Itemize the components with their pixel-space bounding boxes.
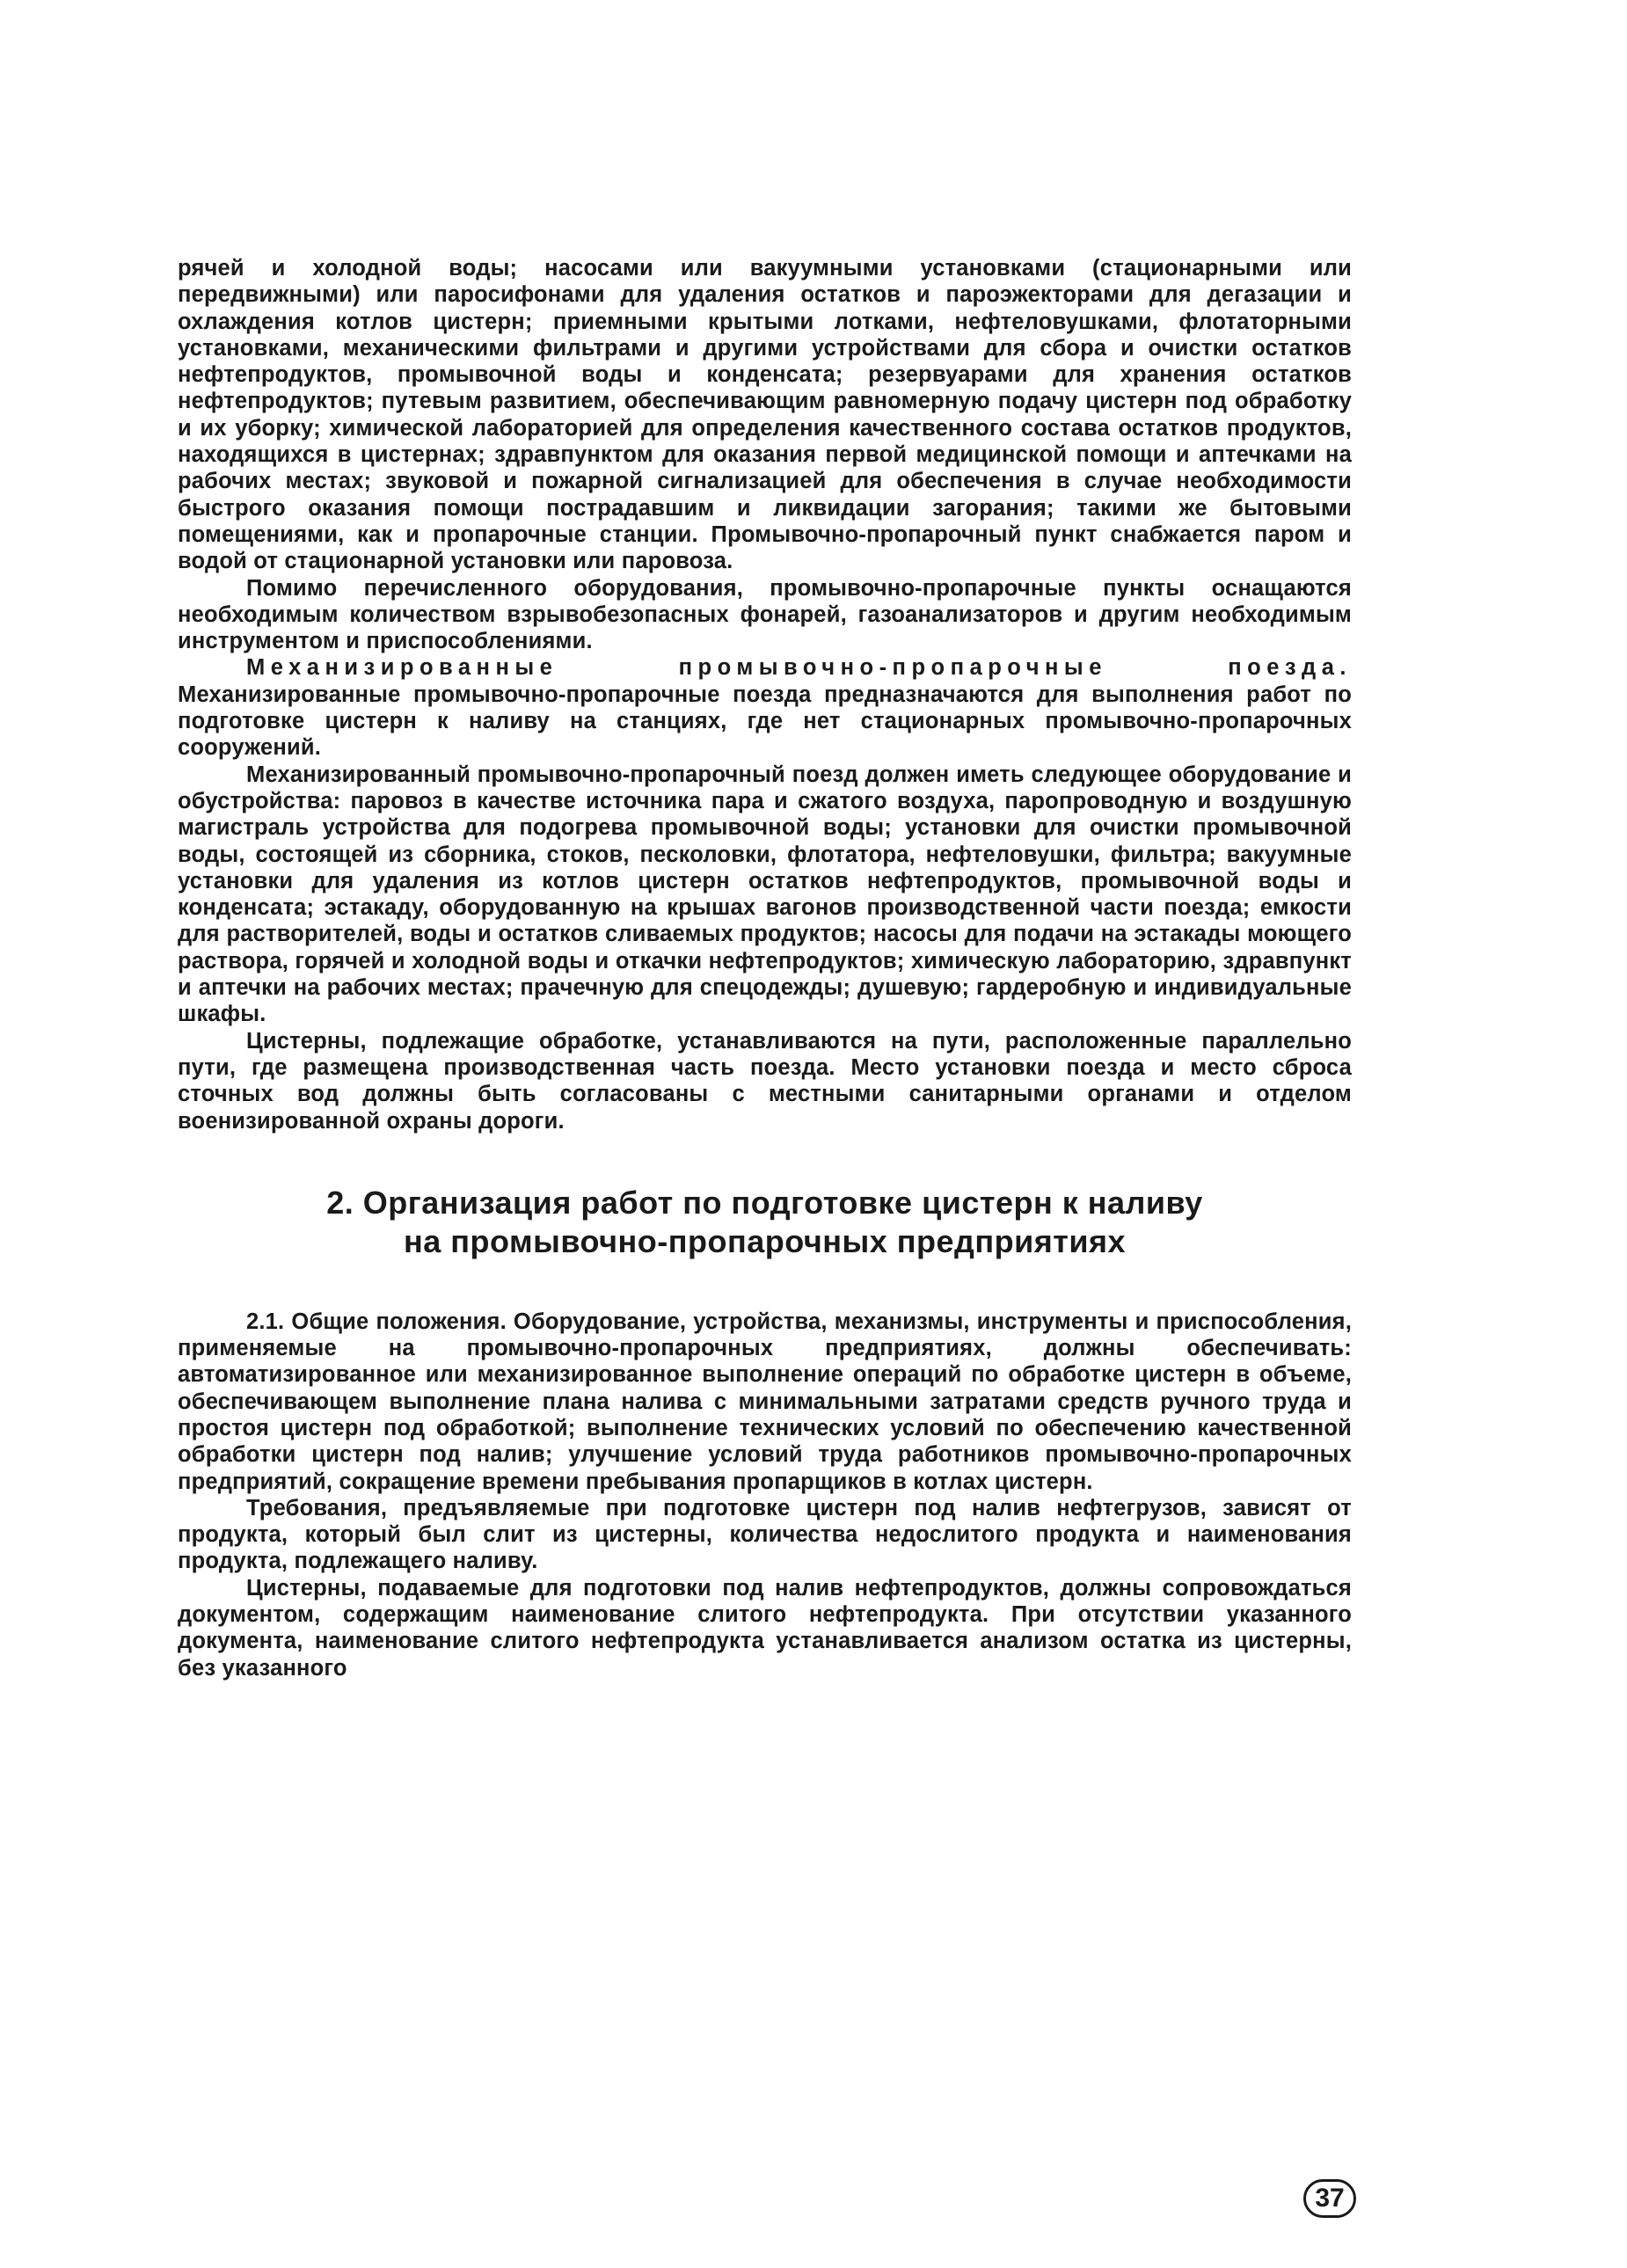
section-heading-line-2: на промывочно-пропарочных предприятиях <box>403 1222 1127 1259</box>
general-provisions-text: Оборудование, устройства, механизмы, инструменты и приспособления, применяемые на промывочно-пропарочных предприятиях, должны обеспечивать: автоматизированное или механизированное выполнение операций по обработке цистерн в объеме, обеспечивающем выполнение плана налива с минимальными затратами средств ручного труда и простоя цистерн под обработкой; выполнение технических условий по обеспечению качественной обработки цистерн под налив; улучшение условий труда работников промывочно-пропарочных предприятий, сокращение времени пребывания пропарщиков в котлах цистерн. <box>178 1309 1352 1494</box>
paragraph-mechanized-trains <box>178 654 1352 761</box>
section-heading-line-1: 2. Организация работ по подготовке цистерн к наливу <box>326 1184 1203 1221</box>
mechanized-trains-heading: Механизированные промывочно-пропарочные поезда. <box>246 655 1352 681</box>
paragraph-accompanying-document: Цистерны, подаваемые для подготовки под налив нефтепродуктов, должны сопровождаться документом, содержащим наименование слитого нефтепродукта. При отсутствии указанного документа, наименование слитого нефтепродукта устанавливается анализом остатка из цистерны, без указанного <box>178 1575 1352 1681</box>
paragraph-train-equipment: Механизированный промывочно-пропарочный поезд должен иметь следующее оборудование и обустройства: паровоз в качестве источника пара и сжатого воздуха, паропроводную и воздушную магистраль устройства для подогрева промывочной воды; установки для очистки промывочной воды, состоящей из сборника, стоков, песколовки, флотатора, нефтеловушки, фильтра; вакуумные установки для удаления из котлов цистерн остатков нефтепродуктов, промывочной воды и конденсата; эстакаду, оборудованную на крышах вагонов производственной части поезда; емкости для растворителей, воды и остатков сливаемых продуктов; насосы для подачи на эстакады моющего раствора, горячей и холодной воды и откачки нефтепродуктов; химическую лабораторию, здравпункт и аптечки на рабочих местах; прачечную для спецодежды; душевую; гардеробную и индивидуальные шкафы. <box>178 762 1352 1027</box>
paragraph-tank-placement: Цистерны, подлежащие обработке, устанавливаются на пути, расположенные параллельно пути, где размещена производственная часть поезда. Место установки поезда и место сброса сточных вод должны быть согласованы с местными санитарными органами и отделом военизированной охраны дороги. <box>178 1028 1352 1134</box>
mechanized-trains-text: Механизированные промывочно-пропарочные поезда предназначаются для выполнения работ по подготовке цистерн к наливу на станциях, где нет стационарных промывочно-пропарочных сооружений. <box>178 682 1352 761</box>
section-heading <box>178 1184 1352 1261</box>
general-provisions-label: 2.1. Общие положения. <box>246 1309 507 1334</box>
paragraph-additional-equipment: Помимо перечисленного оборудования, промывочно-пропарочные пункты оснащаются необходимым количеством взрывобезопасных фонарей, газоанализаторов и другим необходимым инструментом и приспособлениями. <box>178 575 1352 654</box>
page-number: 37 <box>1303 2179 1356 2218</box>
paragraph-general-provisions <box>178 1309 1352 1495</box>
text-column <box>178 255 1352 1681</box>
paragraph-equipment-list: рячей и холодной воды; насосами или вакуумными установками (стационарными или передвижными) или паросифонами для удаления остатков и пароэжекторами для дегазации и охлаждения котлов цистерн; приемными крытыми лотками, нефтеловушками, флотаторными установками, механическими фильтрами и другими устройствами для сбора и очистки остатков нефтепродуктов, промывочной воды и конденсата; резервуарами для хранения остатков нефтепродуктов; путевым развитием, обеспечивающим равномерную подачу цистерн под обработку и их уборку; химической лабораторией для определения качественного состава остатков продуктов, находящихся в цистернах; здравпунктом для оказания первой медицинской помощи и аптечками на рабочих местах; звуковой и пожарной сигнализацией для обеспечения в случае необходимости быстрого оказания помощи пострадавшим и ликвидации загорания; такими же бытовыми помещениями, как и пропарочные станции. Промывочно-пропарочный пункт снабжается паром и водой от стационарной установки или паровоза. <box>178 256 1352 574</box>
paragraph-requirements: Требования, предъявляемые при подготовке цистерн под налив нефтегрузов, зависят от продукта, который был слит из цистерны, количества недослитого продукта и наименования продукта, подлежащего наливу. <box>178 1495 1352 1574</box>
